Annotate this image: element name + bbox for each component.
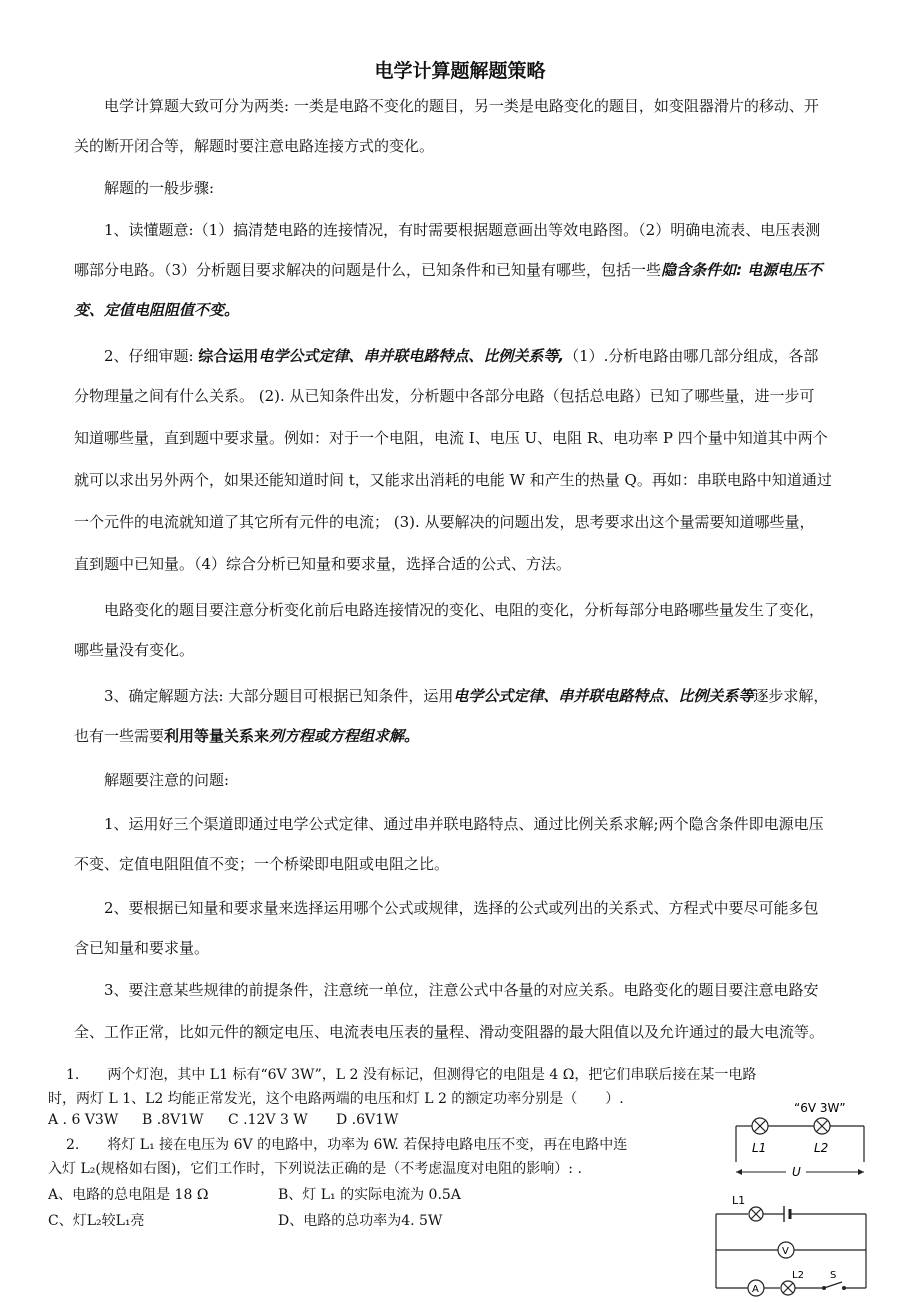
q1-option-c: C .12V 3 W	[228, 1112, 308, 1128]
switch-label: S	[830, 1270, 837, 1281]
step2-line4: 就可以求出另外两个，如果还能知道时间 t，又能求出消耗的电能 W 和产生的热量 Q。再如：串联电路中知道通过	[74, 471, 832, 489]
text-span: 3、确定解题方法: 大部分题目可根据已知条件，运用	[104, 687, 454, 705]
lamp-l2-label: L2	[792, 1270, 804, 1281]
voltage-label: U	[792, 1165, 801, 1179]
step1-line1: 1、读懂题意:（1）搞清楚电路的连接情况，有时需要根据题意画出等效电路图。（2）明确电流表、电压表测	[104, 221, 821, 239]
bold-text: 综合运用	[198, 347, 259, 365]
intro-paragraph	[74, 86, 856, 126]
step3-line1	[74, 676, 856, 716]
q2-option-a: A、电路的总电阻是 18 Ω	[48, 1187, 209, 1203]
steps-heading: 解题的一般步骤:	[104, 179, 215, 197]
lamp-l1-label: L1	[752, 1141, 767, 1155]
q1-option-b: B .8V1W	[142, 1112, 204, 1128]
q2-option-d: D、电路的总功率为4. 5W	[278, 1213, 443, 1229]
step2-line2: 分物理量之间有什么关系。 (2). 从已知条件出发，分析题中各部分电路（包括总电路）已知了哪些量，进一步可	[74, 387, 815, 405]
lamp-rating-label: “6V 3W”	[794, 1101, 846, 1115]
q2-option-c: C、灯L₂较L₁亮	[48, 1213, 145, 1229]
note2-line2: 含已知量和要求量。	[74, 939, 210, 957]
q2-option-b: B、灯 L₁ 的实际电流为 0.5A	[278, 1187, 461, 1203]
text-line: 关的断开闭合等，解题时要注意电路连接方式的变化。	[74, 137, 435, 155]
note3-line2: 全、工作正常，比如元件的额定电压、电流表电压表的量程、滑动变阻器的最大阻值以及允许通过的最大电流等。	[74, 1023, 825, 1041]
emphasis-text: 电学公式定律、串并联电路特点、比例关系等,	[258, 347, 565, 365]
q1-line2: 时，两灯 L 1、L2 均能正常发光，这个电路两端的电压和灯 L 2 的额定功率分别是（ ）.	[48, 1091, 624, 1107]
text-span: 2、仔细审题:	[104, 347, 199, 365]
note1-line1: 1、运用好三个渠道即通过电学公式定律、通过串并联电路特点、通过比例关系求解;两个隐含条件即电源电压	[104, 815, 824, 833]
series-lamps-figure	[726, 1098, 876, 1190]
text-span: 逐步求解，	[753, 687, 829, 705]
note3-line1: 3、要注意某些规律的前提条件，注意统一单位，注意公式中各量的对应关系。电路变化的题目要注意电路安	[104, 981, 819, 999]
step3-line2	[74, 716, 856, 756]
note1-line2: 不变、定值电阻阻值不变；一个桥梁即电阻或电阻之比。	[74, 855, 450, 873]
circuit-figure	[706, 1190, 876, 1300]
q2-line1: 2. 将灯 L₁ 接在电压为 6V 的电路中，功率为 6W. 若保持电路电压不变，再在电路中连	[66, 1137, 628, 1153]
text-span: 也有一些需要	[74, 727, 165, 745]
change-line1: 电路变化的题目要注意分析变化前后电路连接情况的变化、电阻的变化，分析每部分电路哪些量发生了变化，	[104, 601, 825, 619]
step2-line3: 知道哪些量，直到题中要求量。例如：对于一个电阻，电流 I、电压 U、电阻 R、电功率 P 四个量中知道其中两个	[74, 429, 828, 447]
change-line2: 哪些量没有变化。	[74, 641, 195, 659]
q1-option-a: A . 6 V3W	[48, 1112, 119, 1128]
step1-line2	[74, 250, 856, 290]
q1-line1: 1. 两个灯泡，其中 L1 标有“6V 3W”，L 2 没有标记，但测得它的电阻是 4 Ω，把它们串联后接在某一电路	[66, 1067, 757, 1083]
bold-text: 利用等量关系来	[164, 727, 270, 745]
q2-line2: 入灯 L₂(规格如右图)，它们工作时，下列说法正确的是（不考虑温度对电阻的影响）: .	[48, 1161, 582, 1177]
emphasis-text: 隐含条件如: 电源电压不	[661, 261, 823, 279]
voltmeter-label: V	[782, 1246, 789, 1257]
step2-line6: 直到题中已知量。（4）综合分析已知量和要求量，选择合适的公式、方法。	[74, 555, 572, 573]
step2-line1	[74, 336, 856, 376]
lamp-l2-label: L2	[814, 1141, 829, 1155]
step2-line5: 一个元件的电流就知道了其它所有元件的电流； (3). 从要解决的问题出发，思考要求出这个量需要知道哪些量，	[74, 513, 815, 531]
emphasis-text: 电学公式定律、串并联电路特点、比例关系等	[453, 687, 754, 705]
emphasis-text: 列方程或方程组求解。	[269, 727, 420, 745]
text-span: 哪部分电路。（3）分析题目要求解决的问题是什么，已知条件和已知量有哪些，包括一些	[74, 261, 662, 279]
lamp-l1-label: L1	[732, 1194, 746, 1207]
page-title: 电学计算题解题策略	[374, 60, 546, 82]
step1-line3: 变、定值电阻阻值不变。	[74, 301, 240, 319]
text-span: （1）.分析电路由哪几部分组成，各部	[564, 347, 819, 365]
intro-paragraph-cont	[74, 126, 856, 166]
q1-option-d: D .6V1W	[336, 1112, 399, 1128]
notes-heading: 解题要注意的问题:	[104, 771, 230, 789]
ammeter-label: A	[752, 1284, 759, 1295]
text-line: 电学计算题大致可分为两类: 一类是电路不变化的题目，另一类是电路变化的题目，如变阻器滑片的移动、开	[104, 97, 819, 115]
note2-line1: 2、要根据已知量和要求量来选择运用哪个公式或规律，选择的公式或列出的关系式、方程式中要尽可能多包	[104, 899, 819, 917]
